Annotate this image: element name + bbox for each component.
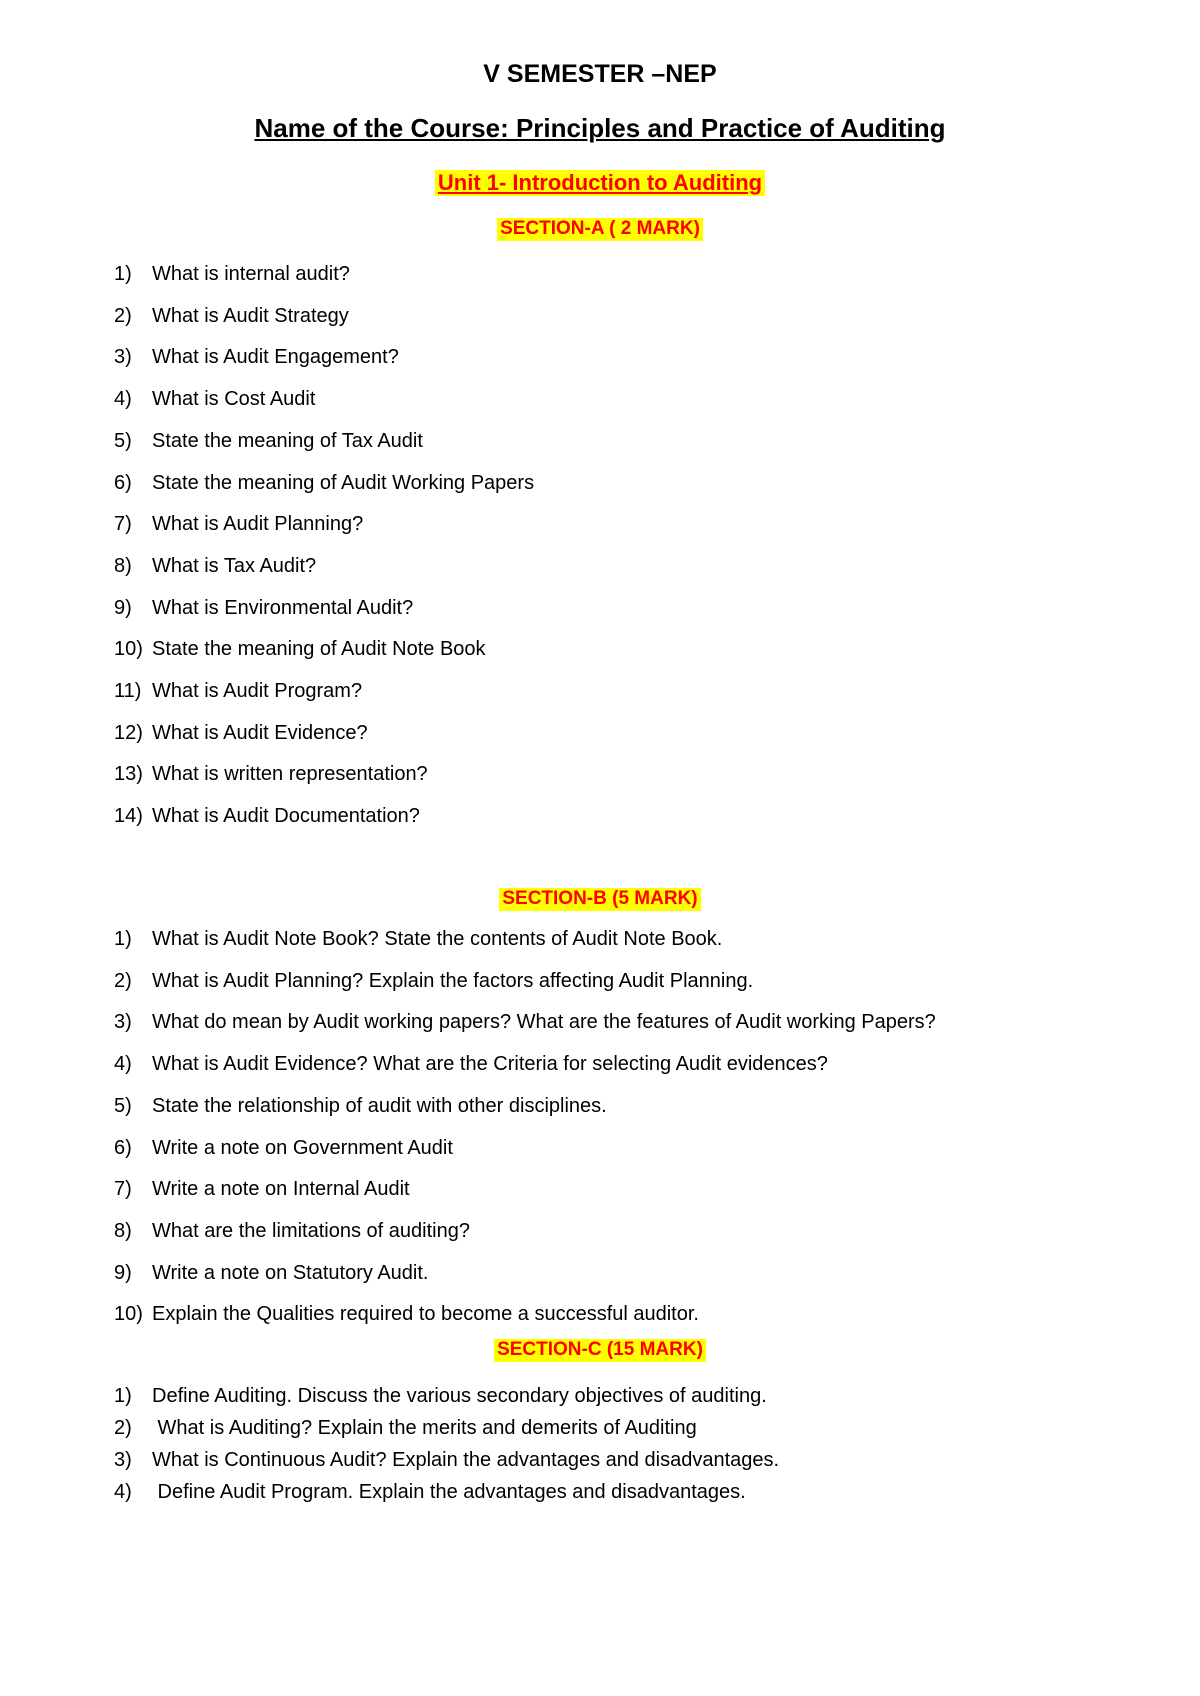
course-title: Name of the Course: Principles and Practice of Auditing — [254, 113, 946, 143]
question-item — [114, 554, 316, 578]
question-item — [114, 1302, 699, 1326]
question-item — [114, 1384, 767, 1408]
unit-heading — [0, 170, 1200, 196]
question-number: 4) — [114, 388, 132, 411]
question-text: Define Auditing. Discuss the various secondary objectives of auditing. — [152, 1385, 767, 1407]
question-number: 8) — [114, 1219, 132, 1242]
question-item — [114, 969, 753, 993]
question-text: State the meaning of Tax Audit — [152, 429, 423, 452]
question-text: What is Audit Evidence? What are the Criteria for selecting Audit evidences? — [152, 1053, 828, 1076]
question-text: State the meaning of Audit Working Papers — [152, 471, 535, 494]
question-text: What is Audit Program? — [152, 680, 363, 702]
question-text: State the relationship of audit with other disciplines. — [152, 1094, 607, 1117]
question-text: What are the limitations of auditing? — [152, 1219, 470, 1242]
question-item — [114, 429, 423, 453]
question-number: 5) — [114, 1094, 132, 1117]
section-c-heading — [0, 1339, 1200, 1362]
question-text: Explain the Qualities required to become a successful auditor. — [152, 1303, 699, 1326]
question-text: What is internal audit? — [152, 263, 350, 285]
question-number: 7) — [114, 1178, 132, 1201]
question-number: 1) — [114, 928, 132, 950]
question-number: 1) — [114, 1385, 132, 1407]
question-text: What is Tax Audit? — [152, 554, 317, 577]
question-number: 8) — [114, 554, 132, 577]
question-number: 6) — [114, 1136, 132, 1159]
question-item — [114, 1010, 936, 1034]
unit-title: Unit 1- Introduction to Auditing — [435, 170, 765, 196]
question-text: What is Cost Audit — [152, 388, 316, 411]
question-item — [114, 471, 534, 495]
question-item — [114, 1177, 410, 1201]
question-item — [114, 512, 363, 536]
question-text: What is Audit Documentation? — [152, 805, 420, 828]
question-number: 2) — [114, 1417, 132, 1439]
question-item — [114, 721, 368, 745]
question-item — [114, 1136, 453, 1160]
question-item — [114, 596, 413, 620]
question-item — [114, 804, 420, 828]
question-number: 5) — [114, 429, 132, 452]
question-number: 6) — [114, 471, 132, 494]
question-number: 4) — [114, 1053, 132, 1076]
question-item — [114, 262, 350, 286]
section-c-title: SECTION-C (15 MARK) — [494, 1339, 706, 1362]
section-b-title: SECTION-B (5 MARK) — [499, 888, 700, 911]
question-number: 2) — [114, 304, 132, 327]
section-a-heading — [0, 218, 1200, 241]
question-text: What do mean by Audit working papers? What are the features of Audit working Papers? — [152, 1011, 936, 1034]
question-item — [114, 1448, 779, 1472]
question-text: What is Auditing? Explain the merits and demerits of Auditing — [152, 1417, 697, 1439]
question-item — [114, 1094, 607, 1118]
question-number: 11) — [114, 680, 142, 702]
question-text: What is written representation? — [152, 763, 428, 786]
semester-heading: V SEMESTER –NEP — [483, 60, 717, 88]
question-number: 3) — [114, 1011, 132, 1034]
question-text: What is Audit Engagement? — [152, 346, 399, 369]
question-number: 10) — [114, 638, 143, 661]
section-a-title: SECTION-A ( 2 MARK) — [497, 218, 703, 241]
question-number: 1) — [114, 263, 132, 285]
question-number: 3) — [114, 1449, 132, 1471]
question-text: What is Audit Evidence? — [152, 721, 368, 744]
question-number: 2) — [114, 969, 132, 992]
question-number: 3) — [114, 346, 132, 369]
question-text: What is Continuous Audit? Explain the advantages and disadvantages. — [152, 1449, 780, 1471]
question-text: Define Audit Program. Explain the advantages and disadvantages. — [152, 1481, 746, 1503]
question-item — [114, 679, 362, 703]
question-text: What is Audit Planning? — [152, 513, 364, 536]
question-text: What is Audit Planning? Explain the factors affecting Audit Planning. — [152, 969, 754, 992]
question-item — [114, 345, 399, 369]
question-item — [114, 1052, 828, 1076]
question-number: 10) — [114, 1303, 143, 1326]
question-text: Write a note on Government Audit — [152, 1136, 453, 1159]
question-number: 4) — [114, 1481, 132, 1503]
question-text: Write a note on Statutory Audit. — [152, 1261, 429, 1284]
question-item — [114, 927, 722, 951]
question-item — [114, 387, 315, 411]
question-number: 7) — [114, 513, 132, 536]
question-item — [114, 1416, 697, 1440]
question-item — [114, 1261, 428, 1285]
question-number: 9) — [114, 1261, 132, 1284]
question-text: What is Environmental Audit? — [152, 596, 414, 619]
question-item — [114, 304, 349, 328]
question-item — [114, 1480, 746, 1504]
question-item — [114, 1219, 470, 1243]
question-number: 13) — [114, 763, 143, 786]
question-text: State the meaning of Audit Note Book — [152, 638, 486, 661]
question-text: Write a note on Internal Audit — [152, 1178, 410, 1201]
question-text: What is Audit Strategy — [152, 304, 349, 327]
question-number: 9) — [114, 596, 132, 619]
question-text: What is Audit Note Book? State the contents of Audit Note Book. — [152, 928, 723, 950]
question-number: 14) — [114, 805, 143, 828]
question-item — [114, 637, 486, 661]
question-number: 12) — [114, 721, 143, 744]
question-item — [114, 762, 428, 786]
section-b-heading — [0, 888, 1200, 911]
